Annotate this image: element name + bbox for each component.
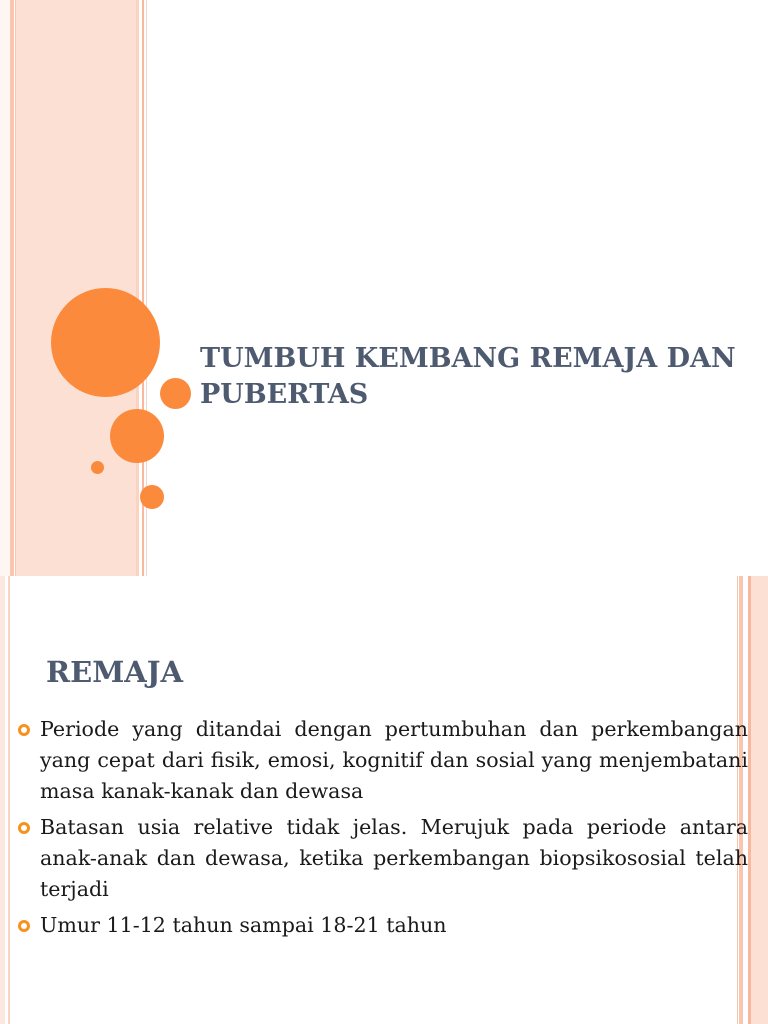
bullet-item [16, 714, 748, 807]
decorative-band [0, 576, 5, 1024]
hollow-circle-bullet-icon [18, 724, 30, 736]
decorative-band [0, 0, 10, 576]
decorative-circle-tiny [91, 461, 104, 474]
slide-heading: REMAJA [46, 655, 184, 689]
decorative-stripe [136, 0, 139, 576]
decorative-stripe [8, 576, 10, 1024]
bullet-text: Umur 11-12 tahun sampai 18-21 tahun [40, 913, 447, 937]
decorative-circle-medium [110, 409, 164, 463]
decorative-panel [751, 576, 768, 1024]
bullet-text: Periode yang ditandai dengan pertumbuhan dan perkembangan yang cepat dari fisik, emosi, kognitif dan sosial yang menjembatani masa kanak-kanak dan dewasa [40, 717, 748, 803]
bullet-list [16, 714, 748, 946]
decorative-circle-large [51, 288, 160, 397]
slide-title: TUMBUH KEMBANG REMAJA DAN PUBERTAS [200, 343, 736, 410]
decorative-circle-small [160, 378, 191, 409]
hollow-circle-bullet-icon [18, 920, 30, 932]
decorative-panel [16, 0, 136, 576]
bullet-text: Batasan usia relative tidak jelas. Merujuk pada periode antara anak-anak dan dewasa, ketika perkembangan biopsikososial telah terjadi [40, 815, 748, 901]
content-slide [0, 576, 768, 1024]
bullet-item [16, 910, 748, 941]
hollow-circle-bullet-icon [18, 822, 30, 834]
decorative-stripe [10, 0, 14, 576]
decorative-circle-small [140, 485, 164, 509]
bullet-item [16, 812, 748, 905]
